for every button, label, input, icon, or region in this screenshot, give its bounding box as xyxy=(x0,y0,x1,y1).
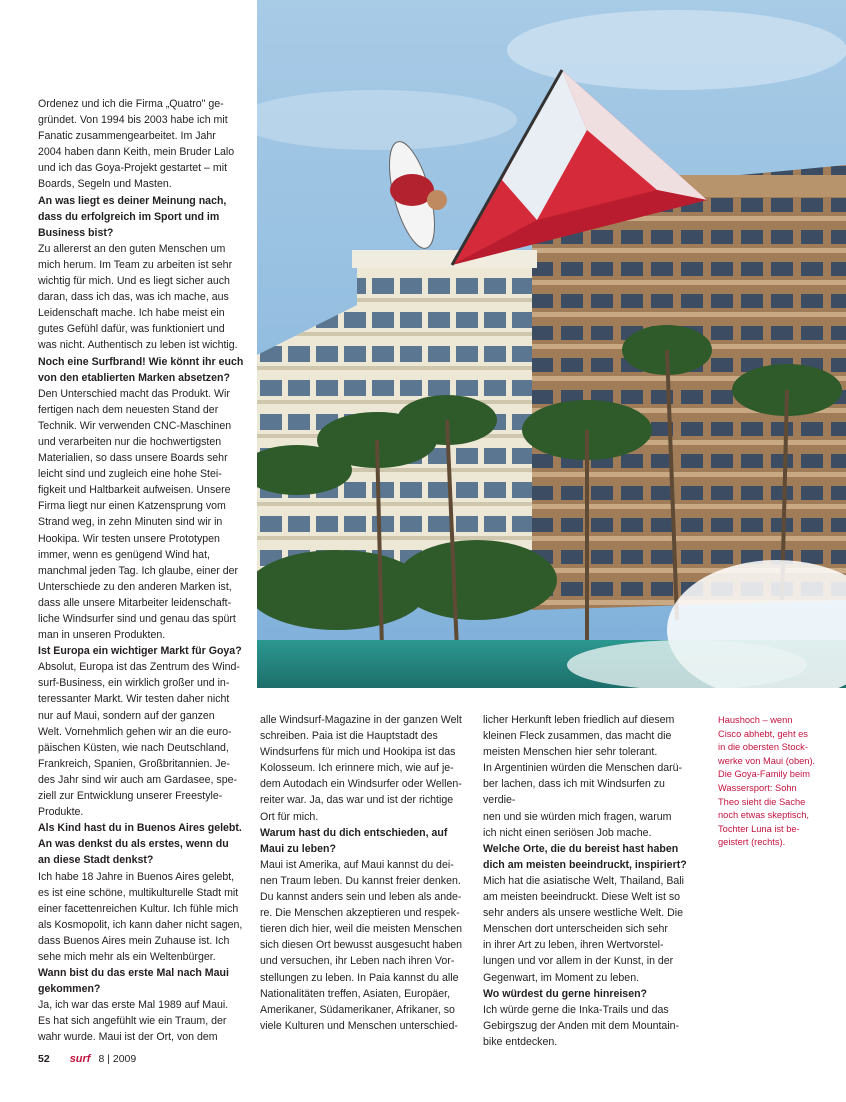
body-text-line: Nationalitäten treffen, Asiaten, Europäer, xyxy=(260,987,451,1000)
body-text-line: reiter war. Ja, das war und ist der richtige xyxy=(260,794,454,807)
body-text-line: Windsurfens für mich und Hookipa ist das xyxy=(260,746,456,759)
body-text-line: Materialien, so dass unsere Boards sehr xyxy=(38,452,228,465)
windsurf-photo xyxy=(257,0,846,688)
body-text-line: Fanatic zusammengearbeitet. Im Jahr xyxy=(38,130,216,143)
body-text-line: re. Die Menschen akzeptieren und respek- xyxy=(260,907,460,920)
interview-question-line: Welche Orte, die du bereist hast haben xyxy=(483,842,679,855)
interview-question-line: Business bist? xyxy=(38,226,114,239)
body-text-line: Den Unterschied macht das Produkt. Wir xyxy=(38,387,230,400)
body-text-line: Mich hat die asiatische Welt, Thailand, Bali xyxy=(483,874,684,887)
body-text-line: Unterschiede zu den anderen Marken ist, xyxy=(38,580,232,593)
body-text-line: alle Windsurf-Magazine in der ganzen Welt xyxy=(260,714,462,726)
body-text-line: Frankreich, Spanien, Großbritannien. Je- xyxy=(38,757,230,770)
body-text-line: bike entdecken. xyxy=(483,1035,558,1048)
body-text-line: einer facettenreichen Kultur. Ich fühle mich xyxy=(38,902,239,915)
body-text-line: was nicht. Authentisch zu leben ist wichtig. xyxy=(38,339,238,352)
caption-line: geistert (rechts). xyxy=(718,837,786,848)
body-text-line: nen und sie würden mich fragen, warum xyxy=(483,810,672,823)
body-text-line: sich diesen Ort bewusst ausgesucht haben xyxy=(260,939,462,952)
body-text-line: als Kosmopolit, ich kann daher nicht sagen, xyxy=(38,918,243,931)
body-text-line: immer, wenn es genügend Wind hat, xyxy=(38,548,210,561)
body-text-line: Du kannst anders sein und leben als ande- xyxy=(260,891,462,904)
interview-question-line: Wann bist du das erste Mal nach Maui xyxy=(38,967,229,980)
body-text-line: 2004 haben dann Keith, mein Bruder Lalo xyxy=(38,146,235,159)
body-text-line: viele Kulturen und Menschen unterschied- xyxy=(260,1019,458,1032)
body-text-line: lungen und vor allem in der Kunst, in der xyxy=(483,955,674,968)
body-text-line: Amerikaner, Südamerikaner, Afrikaner, so xyxy=(260,1003,455,1016)
body-text-line: licher Herkunft leben friedlich auf diesem xyxy=(483,714,675,726)
body-text-line: es ist eine schöne, multikulturelle Stadt mit xyxy=(38,886,239,899)
body-text-line: und ich das Goya-Projekt gestartet – mit xyxy=(38,162,228,175)
body-text-line: und verarbeiten nur die hochwertigsten xyxy=(38,435,222,448)
body-text-line: nen Traum leben. Du kannst freier denken. xyxy=(260,874,461,887)
caption-line: Die Goya-Family beim xyxy=(718,769,810,780)
body-text-line: gutes Gefühl dafür, was funktioniert und xyxy=(38,323,225,336)
body-text-line: und versuchen, ihr Leben nach ihren Vor- xyxy=(260,955,455,968)
body-text-line: fertigen nach dem neuesten Stand der xyxy=(38,403,219,416)
issue-date: 8 | 2009 xyxy=(98,1053,137,1065)
body-text-line: In Argentinien würden die Menschen darü- xyxy=(483,762,683,775)
caption-line: in die obersten Stock- xyxy=(718,742,808,753)
body-text-line: mich herum. Im Team zu arbeiten ist sehr xyxy=(38,258,233,271)
body-text-line: ziell zur Entwicklung unserer Freestyle- xyxy=(38,790,223,803)
body-text-line: manchmal jeden Tag. Ich glaube, einer der xyxy=(38,564,239,577)
body-text-line: Maui ist Amerika, auf Maui kannst du dei- xyxy=(260,858,454,871)
body-text-line: Ich würde gerne die Inka-Trails und das xyxy=(483,1003,669,1016)
body-text-line: Ort für mich. xyxy=(260,810,319,823)
caption-line: Haushoch – wenn xyxy=(718,715,793,725)
body-text-line: Zu allererst an den guten Menschen um xyxy=(38,242,226,255)
body-text-line: Kolosseum. Ich erinnere mich, wie auf je- xyxy=(260,762,454,775)
interview-question-line: Maui zu leben? xyxy=(260,842,336,855)
body-text-line: sehe mich mehr als ein Weltenbürger. xyxy=(38,950,216,963)
article-column-3 xyxy=(483,712,693,1050)
body-text-line: Leidenschaft mache. Ich habe meist ein xyxy=(38,307,225,320)
body-text-line: Technik. Wir verwenden CNC-Maschinen xyxy=(38,419,232,432)
caption-line: Tochter Luna ist be- xyxy=(718,823,800,834)
body-text-line: meisten Menschen hier sehr tolerant. xyxy=(483,746,658,759)
interview-question-line: Ist Europa ein wichtiger Markt für Goya? xyxy=(38,645,242,658)
body-text-line: figkeit und Haltbarkeit aufweisen. Unsere xyxy=(38,484,231,497)
interview-question-line: Wo würdest du gerne hinreisen? xyxy=(483,987,648,1000)
body-text-line: kleinen Fleck zusammen, das macht die xyxy=(483,730,672,743)
body-text-line: leicht sind und zugleich eine hohe Stei- xyxy=(38,468,222,481)
magazine-logo: surf xyxy=(69,1053,91,1065)
body-text-line: Absolut, Europa ist das Zentrum des Wind- xyxy=(38,661,240,674)
interview-question-line: dass du erfolgreich im Sport und im xyxy=(38,210,220,223)
photo-caption xyxy=(718,714,830,850)
article-column-1 xyxy=(38,96,245,1046)
body-text-line: des Jahr sind wir auch am Gardasee, spe- xyxy=(38,773,238,786)
body-text-line: gründet. Von 1994 bis 2003 habe ich mit xyxy=(38,114,228,127)
body-text-line: daran, dass ich das, was ich mache, aus xyxy=(38,291,229,304)
body-text-line: Produkte. xyxy=(38,806,84,819)
interview-question-line: gekommen? xyxy=(38,983,101,996)
body-text-line: wahr wurde. Maui ist der Ort, von dem xyxy=(38,1031,218,1044)
body-text-line: Es hat sich angefühlt wie ein Traum, der xyxy=(38,1015,227,1028)
interview-question-line: von den etablierten Marken absetzen? xyxy=(38,371,230,384)
body-text-line: Boards, Segeln und Masten. xyxy=(38,178,172,191)
body-text-line: Menschen dort unterscheiden sich sehr xyxy=(483,923,668,936)
body-text-line: ber lachen, dass ich mit Windsurfen zu verdie- xyxy=(483,778,665,807)
body-text-line: in ihrer Art zu leben, ihren Wertvorstel- xyxy=(483,939,664,952)
page-number: 52 xyxy=(38,1053,50,1065)
caption-line: noch etwas skeptisch, xyxy=(718,810,809,821)
interview-question-line: dich am meisten beeindruckt, inspiriert? xyxy=(483,858,687,871)
body-text-line: Gegenwart, im Moment zu leben. xyxy=(483,971,640,984)
article-column-2 xyxy=(260,712,470,1034)
body-text-line: Ja, ich war das erste Mal 1989 auf Maui. xyxy=(38,999,229,1012)
interview-question-line: Als Kind hast du in Buenos Aires gelebt. xyxy=(38,822,242,835)
body-text-line: dass alle unsere Mitarbeiter leidenschaft- xyxy=(38,596,232,609)
body-text-line: Firma liegt nur einen Katzensprung vom xyxy=(38,500,226,513)
body-text-line: stellungen zu leben. In Paia kannst du alle xyxy=(260,971,459,984)
body-text-line: päischen Küsten, wie nach Deutschland, xyxy=(38,741,229,754)
caption-line: Wassersport: Sohn xyxy=(718,782,797,793)
interview-question-line: An was liegt es deiner Meinung nach, xyxy=(38,194,227,207)
body-text-line: nur auf Maui, sondern auf der ganzen xyxy=(38,709,215,722)
body-text-line: Welt. Vornehmlich gehen wir an die euro- xyxy=(38,725,232,738)
body-text-line: surf-Business, ein wirklich großer und in- xyxy=(38,677,230,690)
caption-line: Cisco abhebt, geht es xyxy=(718,728,808,739)
body-text-line: liche Windsurfer sind und genau das spürt xyxy=(38,613,236,625)
body-text-line: wichtig für mich. Und es liegt sicher auch xyxy=(38,275,230,288)
body-text-line: am meisten beeindruckt. Diese Welt ist so xyxy=(483,891,681,904)
caption-line: werke von Maui (oben). xyxy=(718,755,816,766)
windsurf-photo-illustration xyxy=(257,0,846,688)
body-text-line: ich nicht einen seriösen Job mache. xyxy=(483,826,652,839)
interview-question-line: An was denkst du als erstes, wenn du xyxy=(38,838,229,851)
body-text-line: man in unseren Produkten. xyxy=(38,629,166,642)
body-text-line: dem Autodach ein Windsurfer oder Wellen- xyxy=(260,778,462,791)
body-text-line: schreiben. Paia ist die Hauptstadt des xyxy=(260,730,438,743)
body-text-line: sehr anders als unsere westliche Welt. Die xyxy=(483,907,683,920)
interview-question-line: Noch eine Surfbrand! Wie könnt ihr euch xyxy=(38,355,244,368)
body-text-line: tieren dich hier, weil die meisten Menschen xyxy=(260,923,462,936)
body-text-line: Hookipa. Wir testen unsere Prototypen xyxy=(38,532,220,545)
interview-question-line: Warum hast du dich entschieden, auf xyxy=(260,826,448,839)
caption-line: Theo sieht die Sache xyxy=(718,796,806,807)
body-text-line: dass Buenos Aires mein Zuhause ist. Ich xyxy=(38,934,230,947)
body-text-line: teressanter Markt. Wir testen daher nicht xyxy=(38,693,230,706)
body-text-line: Gebirgszug der Anden mit dem Mountain- xyxy=(483,1019,680,1032)
body-text-line: Strand weg, in zehn Minuten sind wir in xyxy=(38,516,223,529)
page-footer xyxy=(38,1053,136,1065)
interview-question-line: an diese Stadt denkst? xyxy=(38,854,154,867)
body-text-line: Ich habe 18 Jahre in Buenos Aires gelebt, xyxy=(38,870,235,883)
body-text-line: Ordenez und ich die Firma „Quatro" ge- xyxy=(38,98,224,110)
